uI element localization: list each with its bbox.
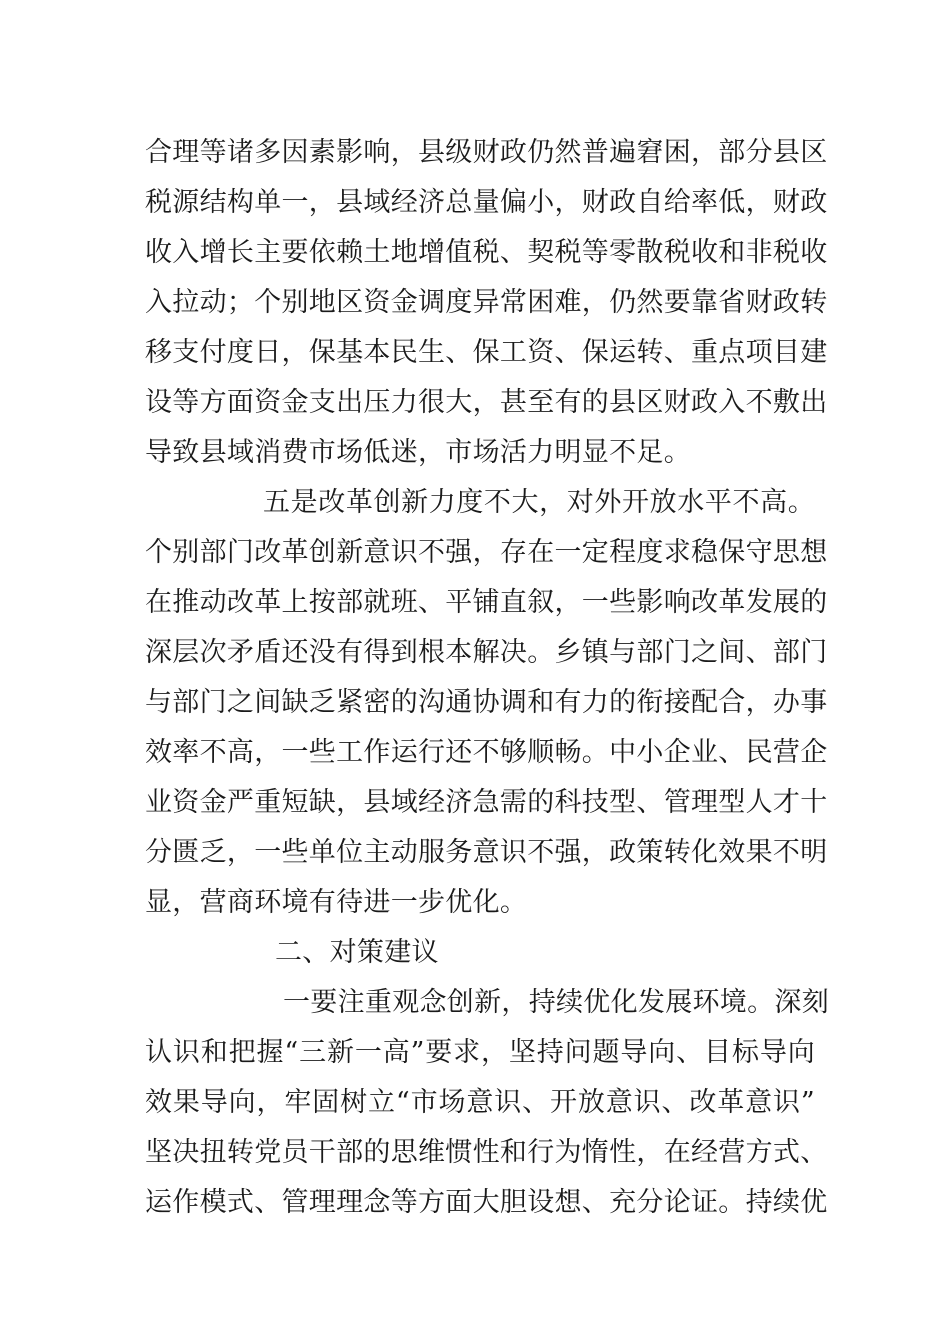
text-line: 效率不高，一些工作运行还不够顺畅。中小企业、民营企 [145, 737, 828, 768]
text-line: 分匮乏，一些单位主动服务意识不强，政策转化效果不明 [145, 837, 828, 868]
text-line: 移支付度日，保基本民生、保工资、保运转、重点项目建 [145, 337, 828, 368]
text-line: 坚决扭转党员干部的思维惯性和行为惰性，在经营方式、 [145, 1137, 828, 1168]
section-heading: 二、对策建议 [275, 937, 439, 968]
text-line: 入拉动；个别地区资金调度异常困难，仍然要靠省财政转 [145, 287, 828, 318]
text-line: 认识和把握“三新一高”要求，坚持问题导向、目标导向 [145, 1037, 815, 1068]
text-line: 效果导向，牢固树立“市场意识、开放意识、改革意识” [145, 1087, 815, 1118]
text-line: 设等方面资金支出压力很大，甚至有的县区财政入不敷出 [145, 387, 828, 418]
text-line: 运作模式、管理理念等方面大胆设想、充分论证。持续优 [145, 1187, 828, 1218]
text-line: 一要注重观念创新，持续优化发展环境。深刻 [283, 987, 829, 1018]
text-line: 税源结构单一，县域经济总量偏小，财政自给率低，财政 [145, 187, 828, 218]
text-line: 个别部门改革创新意识不强，存在一定程度求稳保守思想 [145, 537, 828, 568]
text-line: 收入增长主要依赖土地增值税、契税等零散税收和非税收 [145, 237, 828, 268]
text-line: 在推动改革上按部就班、平铺直叙，一些影响改革发展的 [145, 587, 828, 618]
document-body [145, 128, 829, 1228]
text-line: 业资金严重短缺，县域经济急需的科技型、管理型人才十 [145, 787, 828, 818]
paragraph-reform-innovation [145, 478, 828, 928]
text-line: 与部门之间缺乏紧密的沟通协调和有力的衔接配合，办事 [145, 687, 828, 718]
text-line: 合理等诸多因素影响，县级财政仍然普遍窘困，部分县区 [145, 137, 828, 168]
paragraph-county-finance [145, 128, 828, 478]
text-line: 显，营商环境有待进一步优化。 [145, 887, 528, 918]
text-line: 导致县域消费市场低迷，市场活力明显不足。 [145, 437, 691, 468]
text-line: 五是改革创新力度不大，对外开放水平不高。 [263, 487, 815, 518]
text-line: 深层次矛盾还没有得到根本解决。乡镇与部门之间、部门 [145, 637, 828, 668]
paragraph-concept-innovation [145, 978, 829, 1228]
